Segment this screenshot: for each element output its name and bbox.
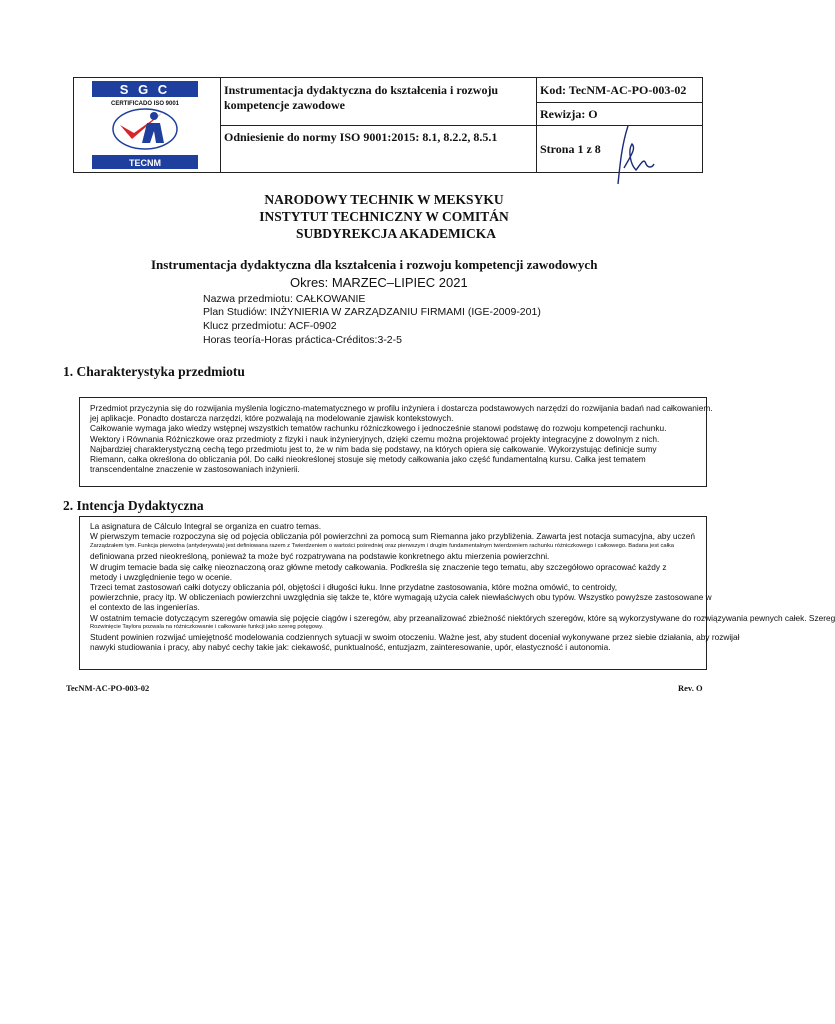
- revision: Rewizja: O: [540, 107, 598, 121]
- section-2-line: La asignatura de Cálculo Integral se organiza en cuatro temas.: [90, 521, 322, 531]
- norm-reference: Odniesienie do normy ISO 9001:2015: 8.1, 8.2.2, 8.5.1: [224, 130, 498, 144]
- footer-revision: Rev. O: [678, 683, 703, 693]
- meta-subject: Nazwa przedmiotu: CAŁKOWANIE: [203, 293, 366, 305]
- page-number: Strona 1 z 8: [540, 142, 601, 156]
- section-1-line: Całkowanie wymaga jako wiedzy wstępnej wszystkich tematów rachunku różniczkowego i jednocześnie stanowi podstawę do rozwoju kompetencji rachunku.: [90, 423, 667, 434]
- section-2-line: nawyki studiowania i pracy, aby nabyć cechy takie jak: ciekawość, punktualność, entuzjazm, zainteresowanie, upór, elastyczność i autonomia.: [90, 642, 611, 653]
- header-table: [73, 77, 703, 173]
- section-1-line: Riemann, całka określona do obliczania pól. Do całki nieokreślonej stosuje się metody całkowania jako część fundamentalną kursu. Całka jest tematem: [90, 454, 646, 465]
- logo-cert-text: CERTIFICADO ISO 9001: [110, 101, 180, 107]
- section-1-line: Wektory i Równania Różniczkowe oraz przedmioty z fizyki i nauk inżynieryjnych, dzięki czemu można projektować projekty integracyjne z dowolnym z nich.: [90, 433, 660, 444]
- section-2-line: el contexto de las ingenierías.: [90, 602, 200, 613]
- signature: [614, 124, 684, 188]
- meta-key: Klucz przedmiotu: ACF-0902: [203, 320, 337, 332]
- section-1-box: [79, 397, 713, 487]
- header-divider: [536, 102, 702, 103]
- section-2-heading: 2. Intencja Dydaktyczna: [63, 498, 204, 513]
- section-1-line: Najbardziej charakterystyczną cechą tego przedmiotu jest to, że w nim bada się podstawy, na których opiera się całkowanie. Wykorzystując definicje sumy: [90, 443, 657, 454]
- section-2-line: definiowana przed nieokreśloną, ponieważ ta może być rozpatrywana na podstawie konkretnego aktu mierzenia powierzchni.: [90, 551, 550, 562]
- section-2-line: powierzchnie, pracy itp. W obliczeniach powierzchni uwzględnia się także te, które wymagają użycia całek niewłaściwych obu typów. Wszystko powyższe zastosowane w: [90, 592, 712, 603]
- section-2-line: W pierwszym temacie rozpoczyna się od pojęcia obliczania pól powierzchni za pomocą sum Riemanna jako przybliżenia. Zawarta jest notacja sumacyjna, aby uczeń: [90, 531, 696, 542]
- institution-line-1: NARODOWY TECHNIK W MEKSYKU: [264, 192, 504, 207]
- section-1-line: Przedmiot przyczynia się do rozwijania myślenia logiczno-matematycznego w profilu inżyniera i dostarcza podstawowych narzędzi do rozwijania badań nad całkowaniem.: [90, 403, 713, 413]
- institution-line-2: INSTYTUT TECHNICZNY W COMITÁN: [259, 209, 509, 224]
- section-1-line: transcendentalne znaczenie w zastosowaniach inżynierii.: [90, 464, 300, 475]
- doc-title: Instrumentacja dydaktyczna do kształcenia i rozwoju kompetencje zawodowe: [224, 83, 499, 112]
- section-1-line: jej aplikacje. Ponadto dostarcza narzędzi, które pozwalają na modelowanie zjawisk kontekstowych.: [90, 413, 454, 424]
- logo-bottom-text: TECNM: [129, 158, 161, 168]
- section-2-line: Student powinien rozwijać umiejętność modelowania codziennych sytuacji w swoim otoczeniu. Ważne jest, aby student doceniał wykonywane przez siebie działania, aby rozwijał: [90, 631, 740, 642]
- period: Okres: MARZEC–LIPIEC 2021: [290, 275, 468, 290]
- tecnm-sgc-logo: [92, 81, 198, 169]
- logo-top-text: S G C: [119, 82, 171, 97]
- section-2-line: W drugim temacie bada się całkę nieoznaczoną oraz główne metody całkowania. Podkreśla się znaczenie tego tematu, aby szczegółowo opracować każdy z: [90, 561, 667, 572]
- section-2-line: Rozwinięcie Taylora pozwala na różniczkowanie i całkowanie funkcji jako szereg potęgowy.: [90, 623, 324, 630]
- section-2-line: Zarządzałem tym. Funkcja pierwotna (antyderywata) jest definiowana razem z Twierdzeniem o wartości pośredniej oraz pierwszym i drugim fundamentalnym twierdzeniem rachunku różniczkowego i całkowego. Badana jest całka: [90, 543, 675, 550]
- section-2-line: Trzeci temat zastosowań całki dotyczy obliczania pól, objętości i długości łuku. Inne przydatne zastosowania, które można omówić, to centroidy,: [90, 582, 618, 593]
- meta-hours: Horas teoría-Horas práctica-Créditos:3-2-5: [203, 334, 402, 346]
- footer-code: TecNM-AC-PO-003-02: [66, 683, 150, 693]
- section-1-heading: 1. Charakterystyka przedmiotu: [63, 364, 245, 379]
- section-2-line: metody i uwzględnienie tego w ocenie.: [90, 571, 233, 582]
- section-2-line: W ostatnim temacie dotyczącym szeregów omawia się pojęcie ciągów i szeregów, aby przeanalizować zbieżność niektórych szeregów, które są wykorzystywane do rozwiązywania pewnych całek. Szereg: [90, 612, 835, 623]
- doc-code: Kod: TecNM-AC-PO-003-02: [540, 83, 687, 97]
- header-divider: [220, 125, 536, 126]
- document-title: Instrumentacja dydaktyczna dla kształcenia i rozwoju kompetencji zawodowych: [151, 257, 598, 272]
- institution-line-3: SUBDYREKCJA AKADEMICKA: [296, 226, 496, 241]
- meta-plan: Plan Studiów: INŻYNIERIA W ZARZĄDZANIU FIRMAMI (IGE-2009-201): [203, 306, 541, 318]
- section-2-box: [79, 516, 835, 670]
